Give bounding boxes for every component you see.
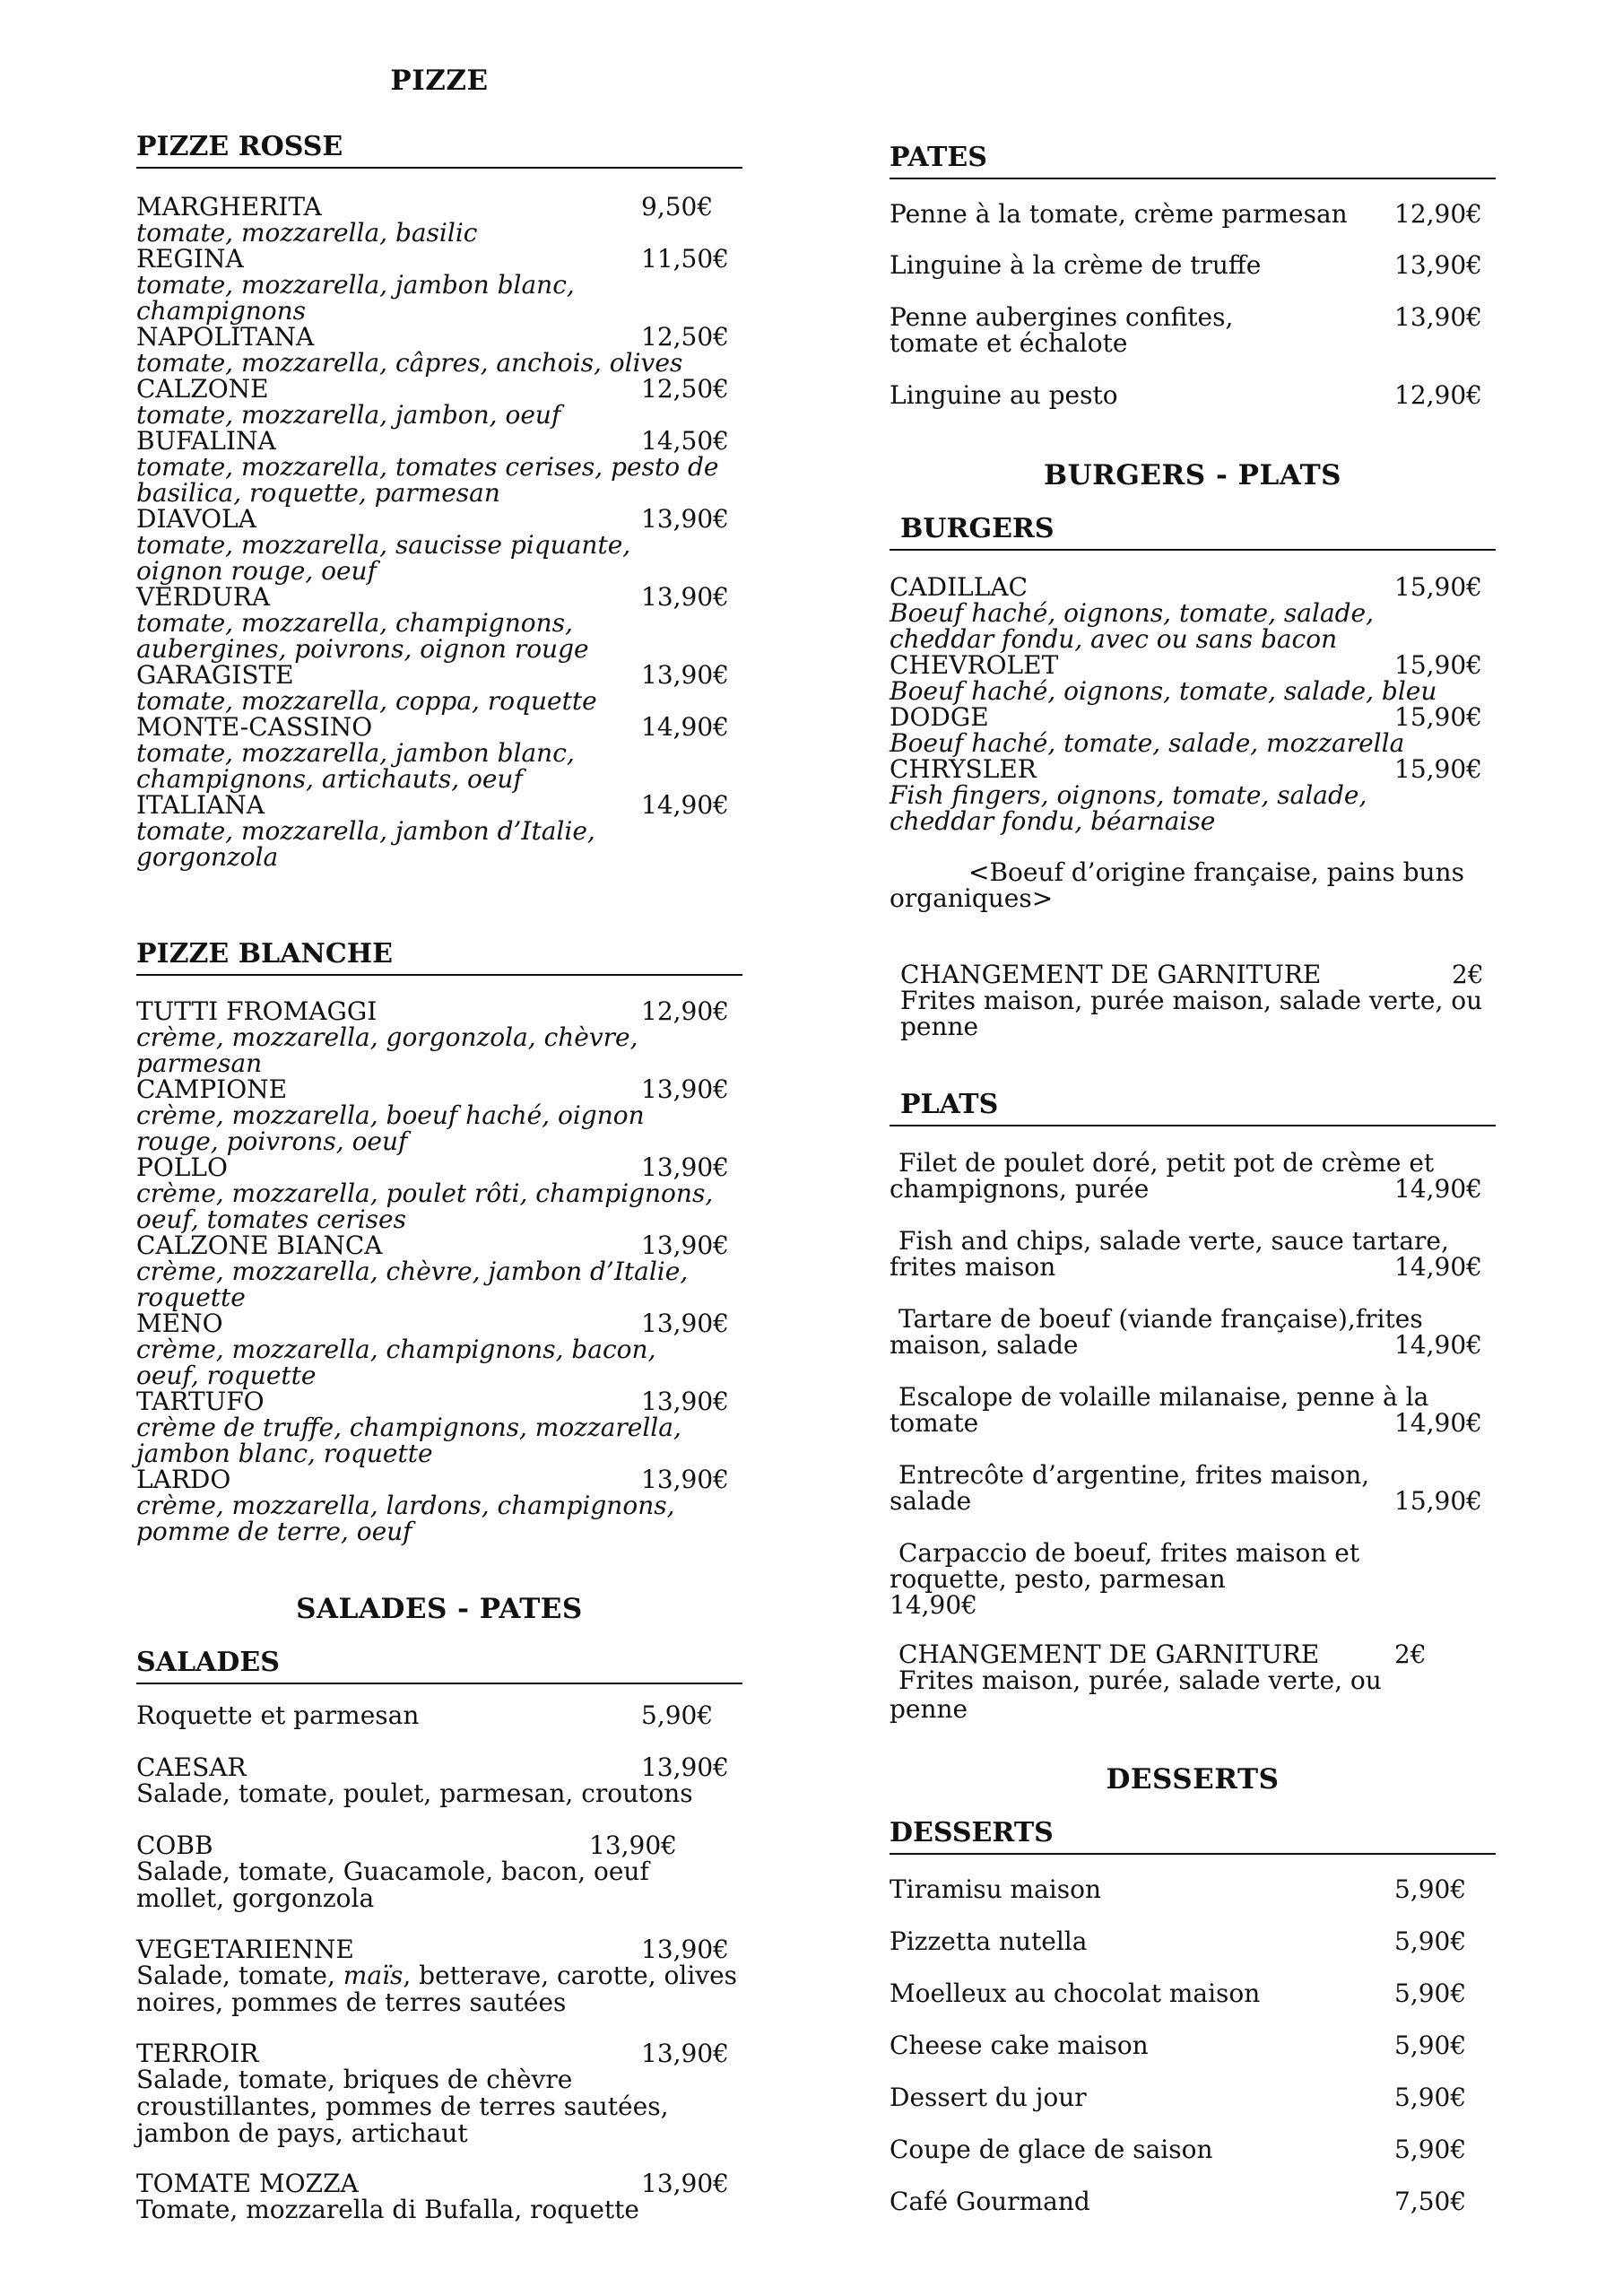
item-description: Salade, tomate, Guacamole, bacon, oeuf mollet, gorgonzola [136, 1857, 649, 1913]
item-price: 5,90€ [641, 1700, 714, 1730]
item-price: 15,90€ [1394, 1486, 1482, 1516]
item-price: 12,90€ [641, 996, 729, 1026]
item-price: 13,90€ [641, 1465, 729, 1494]
menu-item [136, 792, 742, 870]
item-name: POLLO [136, 1152, 228, 1182]
item-name: CHANGEMENT DE GARNITURE [898, 1639, 1320, 1669]
item-price: 5,90€ [1394, 2135, 1467, 2164]
item-price: 5,90€ [1394, 1926, 1467, 1956]
item-description: tomate, mozzarella, champignons, aubergines, poivrons, oignon rouge [136, 608, 589, 664]
item-description: Salade, tomate, poulet, parmesan, croutons [136, 1779, 693, 1808]
item-description: Boeuf haché, tomate, salade, mozzarella [890, 728, 1405, 758]
item-name: TARTUFO [136, 1387, 265, 1416]
item-price: 13,90€ [641, 1074, 729, 1104]
item-name: DODGE [890, 702, 989, 732]
item-name: Café Gourmand [890, 2187, 1090, 2216]
item-price: 14,90€ [1394, 1330, 1482, 1360]
item-description: Frites maison, purée maison, salade verte, ou penne [900, 986, 1483, 1041]
item-price: 15,90€ [1394, 572, 1482, 602]
item-name: VEGETARIENNE [136, 1935, 354, 1964]
item-description: crème, mozzarella, chèvre, jambon d’Italie, roquette [136, 1257, 689, 1312]
menu-item [890, 756, 1496, 834]
burgers-heading: BURGERS [890, 513, 1496, 551]
item-name: Penne aubergines confites, tomate et échalote [890, 302, 1234, 358]
item-name: MONTE-CASSINO [136, 712, 373, 742]
item-name: Moelleux au chocolat maison [890, 1979, 1261, 2008]
pizze-title: PIZZE [390, 65, 489, 97]
item-name: Penne à la tomate, crème parmesan [890, 199, 1348, 229]
menu-item [136, 1076, 742, 1154]
item-description: crème, mozzarella, boeuf haché, oignon rouge, poivrons, oeuf [136, 1100, 645, 1156]
desserts-title: DESSERTS [1106, 1763, 1280, 1796]
menu-item [890, 252, 1496, 278]
item-name: Linguine au pesto [890, 380, 1118, 410]
item-name: Coupe de glace de saison [890, 2135, 1213, 2164]
pizze-blanche-heading: PIZZE BLANCHE [136, 938, 742, 976]
menu-item [136, 1832, 742, 1912]
desserts-heading: DESSERTS [890, 1817, 1496, 1855]
pizze-rosse-heading: PIZZE ROSSE [136, 131, 742, 169]
item-description: Salade, tomate, briques de chèvre croustillantes, pommes de terres sautées, jambon de pays, artichaut [136, 2065, 669, 2148]
menu-item [890, 2188, 1496, 2214]
menu-item [890, 2032, 1496, 2058]
item-name: VERDURA [136, 582, 271, 612]
item-name: Tiramisu maison [890, 1874, 1101, 1904]
menu-item [890, 2084, 1496, 2110]
item-description: Carpaccio de boeuf, frites maison et roquette, pesto, parmesan [890, 1538, 1360, 1594]
item-price: 14,90€ [890, 1590, 977, 1620]
garniture-item [890, 961, 1496, 1039]
item-name: Pizzetta nutella [890, 1926, 1088, 1956]
item-price: 9,50€ [641, 192, 714, 222]
item-price: 5,90€ [1394, 2031, 1467, 2060]
menu-item [136, 998, 742, 1076]
item-name: CADILLAC [890, 572, 1028, 602]
item-description: tomate, mozzarella, jambon blanc, champignons, artichauts, oeuf [136, 738, 575, 794]
item-name: TOMATE MOZZA [136, 2169, 359, 2198]
menu-item [890, 1980, 1496, 2006]
menu-item [890, 704, 1496, 756]
item-price: 13,90€ [589, 1831, 677, 1860]
item-name: COBB [136, 1831, 213, 1860]
item-price: 12,90€ [1394, 199, 1482, 229]
menu-item [136, 1388, 742, 1466]
item-description: tomate, mozzarella, coppa, roquette [136, 686, 597, 716]
garniture-description: Frites maison, purée, salade verte, ou penne [890, 1665, 1382, 1724]
item-name: LARDO [136, 1465, 231, 1494]
item-name: Dessert du jour [890, 2083, 1087, 2112]
item-price: 7,50€ [1394, 2187, 1467, 2216]
menu-item [136, 1466, 742, 1544]
item-description: Fish fingers, oignons, tomate, salade, cheddar fondu, béarnaise [890, 780, 1367, 836]
item-price: 2€ [1452, 960, 1484, 989]
item-price: 12,90€ [1394, 380, 1482, 410]
menu-item [136, 714, 742, 792]
item-price: 13,90€ [641, 660, 729, 690]
item-name: CHANGEMENT DE GARNITURE [900, 960, 1322, 989]
menu-item [890, 201, 1496, 227]
item-price: 13,90€ [641, 1935, 729, 1964]
item-name: MARGHERITA [136, 192, 322, 222]
item-description: Tartare de boeuf (viande française),frites maison, salade [890, 1304, 1423, 1360]
menu-item [136, 2040, 742, 2147]
menu-item [136, 1154, 742, 1232]
menu-item [136, 194, 742, 246]
menu-item [890, 1540, 1496, 1618]
item-name: NAPOLITANA [136, 322, 315, 352]
menu-item [136, 246, 742, 324]
garniture-item [890, 1641, 1496, 1667]
item-price: 13,90€ [641, 1387, 729, 1416]
item-name: TERROIR [136, 2039, 259, 2068]
item-name: Linguine à la crème de truffe [890, 250, 1262, 280]
menu-item [890, 382, 1496, 408]
item-description: tomate, mozzarella, câpres, anchois, olives [136, 348, 683, 378]
item-price: 13,90€ [641, 1152, 729, 1182]
menu-item [890, 304, 1496, 356]
item-description: tomate, mozzarella, basilic [136, 218, 478, 248]
item-name: GARAGISTE [136, 660, 294, 690]
item-name: CHRYSLER [890, 754, 1037, 784]
item-price: 13,90€ [1394, 250, 1482, 280]
item-price: 15,90€ [1394, 754, 1482, 784]
item-name: TUTTI FROMAGGI [136, 996, 378, 1026]
item-price: 14,90€ [641, 712, 729, 742]
item-description: Tomate, mozzarella di Bufalla, roquette [136, 2195, 639, 2224]
item-price: 13,90€ [1394, 302, 1482, 332]
item-price: 5,90€ [1394, 1979, 1467, 2008]
item-description: tomate, mozzarella, jambon, oeuf [136, 400, 561, 430]
item-description: crème, mozzarella, champignons, bacon, oeuf, roquette [136, 1335, 656, 1390]
pates-heading: PATES [890, 142, 1496, 179]
item-description: crème de truffe, champignons, mozzarella, jambon blanc, roquette [136, 1413, 681, 1468]
item-description: Fish and chips, salade verte, sauce tartare, frites maison [890, 1226, 1449, 1282]
item-price: 13,90€ [641, 504, 729, 534]
menu-item [136, 324, 742, 376]
burger-note: <Boeuf d’origine française, pains buns organiques> [890, 857, 1464, 913]
item-description: tomate, mozzarella, jambon blanc, champignons [136, 270, 575, 326]
item-description: crème, mozzarella, lardons, champignons, pomme de terre, oeuf [136, 1491, 675, 1546]
item-name: Cheese cake maison [890, 2031, 1149, 2060]
item-price: 12,50€ [641, 374, 729, 404]
item-price: 2€ [1394, 1639, 1427, 1669]
item-price: 5,90€ [1394, 1874, 1467, 1904]
menu-item [890, 1228, 1496, 1280]
item-name: REGINA [136, 244, 244, 274]
item-price: 12,50€ [641, 322, 729, 352]
menu-item [136, 1702, 742, 1728]
menu-item [136, 1936, 742, 2016]
item-description: Filet de poulet doré, petit pot de crème et champignons, purée [890, 1148, 1435, 1204]
item-description: tomate, mozzarella, saucisse piquante, oignon rouge, oeuf [136, 530, 631, 586]
item-description: Boeuf haché, oignons, tomate, salade, bleu [890, 676, 1437, 706]
item-price: 14,50€ [641, 426, 729, 456]
menu-item [136, 1310, 742, 1388]
menu-item [890, 1876, 1496, 1902]
item-price: 14,90€ [1394, 1174, 1482, 1204]
item-description: Escalope de volaille milanaise, penne à la tomate [890, 1382, 1429, 1438]
item-price: 14,90€ [641, 790, 729, 820]
item-price: 13,90€ [641, 2039, 729, 2068]
menu-item [136, 1754, 742, 1807]
menu-item [136, 1232, 742, 1310]
plats-heading: PLATS [890, 1089, 1496, 1126]
item-price: 15,90€ [1394, 702, 1482, 732]
item-name: DIAVOLA [136, 504, 256, 534]
item-price: 13,90€ [641, 1309, 729, 1338]
menu-item [890, 1306, 1496, 1358]
item-name: CALZONE [136, 374, 269, 404]
salades-heading: SALADES [136, 1647, 742, 1684]
item-description: Entrecôte d’argentine, frites maison, salade [890, 1460, 1370, 1516]
menu-item [136, 584, 742, 662]
menu-item [890, 1150, 1496, 1202]
item-description: Boeuf haché, oignons, tomate, salade, cheddar fondu, avec ou sans bacon [890, 598, 1375, 654]
menu-item [890, 652, 1496, 704]
menu-item [136, 662, 742, 714]
item-name: CAMPIONE [136, 1074, 288, 1104]
item-price: 5,90€ [1394, 2083, 1467, 2112]
burgers-plats-title: BURGERS - PLATS [1043, 459, 1342, 491]
item-description: tomate, mozzarella, jambon d’Italie, gorgonzola [136, 816, 595, 872]
item-description: crème, mozzarella, poulet rôti, champignons, oeuf, tomates cerises [136, 1178, 714, 1234]
menu-item [136, 2170, 742, 2223]
menu-item [890, 2136, 1496, 2162]
item-name: MENO [136, 1309, 223, 1338]
menu-item [136, 376, 742, 428]
salades-pates-title: SALADES - PATES [296, 1593, 583, 1625]
menu-item [136, 428, 742, 506]
item-price: 14,90€ [1394, 1252, 1482, 1282]
item-price: 14,90€ [1394, 1408, 1482, 1438]
menu-item [890, 1928, 1496, 1954]
item-price: 13,90€ [641, 1752, 729, 1782]
menu-item [136, 506, 742, 584]
menu-item [890, 1462, 1496, 1514]
item-description: crème, mozzarella, gorgonzola, chèvre, parmesan [136, 1022, 638, 1078]
item-description: Salade, tomate, maïs, betterave, carotte, olives noires, pommes de terres sautées [136, 1961, 738, 2017]
item-name: Roquette et parmesan [136, 1700, 420, 1730]
item-name: CHEVROLET [890, 650, 1059, 680]
item-name: CALZONE BIANCA [136, 1231, 383, 1260]
item-price: 11,50€ [641, 244, 729, 274]
item-price: 13,90€ [641, 582, 729, 612]
item-name: BUFALINA [136, 426, 276, 456]
menu-item [890, 1384, 1496, 1436]
item-price: 13,90€ [641, 2169, 729, 2198]
item-description: tomate, mozzarella, tomates cerises, pesto de basilica, roquette, parmesan [136, 452, 719, 508]
menu-item [890, 574, 1496, 652]
item-name: CAESAR [136, 1752, 247, 1782]
item-price: 15,90€ [1394, 650, 1482, 680]
item-name: ITALIANA [136, 790, 265, 820]
item-price: 13,90€ [641, 1231, 729, 1260]
